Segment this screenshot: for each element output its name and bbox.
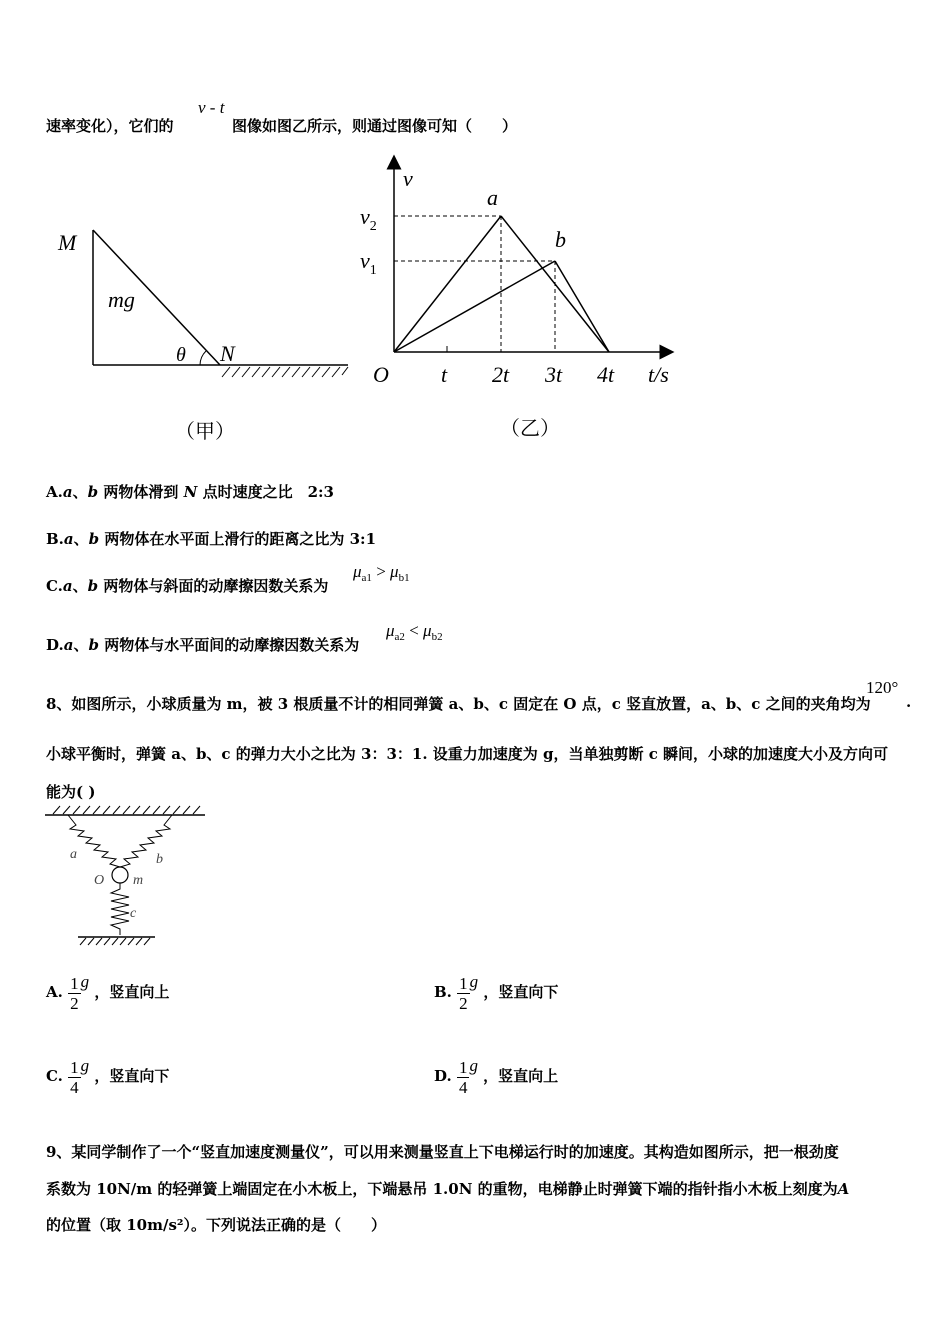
intro-text-after: 图像如图乙所示，则通过图像可知（ ） [232,117,518,135]
q7-option-b[interactable]: B.a、b 两物体在水平面上滑行的距离之比为 3:1 [46,530,377,548]
label-mg: mg [108,287,135,312]
fraction: $\frac{1}{2}$ [70,973,79,1013]
intro-formula: v - t [198,98,225,117]
mass-m-label: m [133,873,144,888]
v1-label: $v_1$ [360,248,377,278]
spring-c-label: c [130,906,137,921]
label-theta: θ [176,344,186,366]
q8-line1: 8、如图所示，小球质量为 m，被 3 根质量不计的相同弹簧 a、b、c 固定在 O 点，c 竖直放置，a、b、c 之间的夹角均为 [46,695,871,713]
tick-4t-label: 4t [597,362,615,387]
q7-option-a[interactable]: A.a、b 两物体滑到 N 点时速度之比 2:3 [46,483,334,501]
intro-line [46,115,174,136]
spring-b-label: b [156,852,163,867]
spring-a-label: a [70,847,77,862]
tick-t-label: t [441,362,448,387]
q7-option-c[interactable]: C.a、b 两物体与斜面的动摩擦因数关系为 [46,577,329,595]
q9-line1: 9、某同学制作了一个“竖直加速度测量仪”，可以用来测量竖直上下电梯运行时的加速度。其构造如图所示，把一根劲度 [46,1143,839,1161]
q8-line1-end: . [906,693,912,711]
point-O-label: O [94,873,105,888]
fraction: $\frac{1}{4}$ [70,1057,79,1097]
q8-angle: 120° [866,678,899,697]
v2-label: $v_2$ [360,204,377,234]
q9-line3: 的位置（取 10m/s²）。下列说法正确的是（ ） [46,1216,386,1234]
q8-spring-figure [40,805,215,950]
q8-option-d[interactable]: D. $\frac{1}{4}$ g ，竖直向上 [434,1056,559,1097]
q8-line2: 小球平衡时，弹簧 a、b、c 的弹力大小之比为 3：3：1. 设重力加速度为 g，当单独剪断 c 瞬间，小球的加速度大小及方向可 [46,745,889,763]
origin-label: O [373,362,389,387]
q8-option-b[interactable]: B. $\frac{1}{2}$ g ，竖直向下 [434,972,559,1013]
label-N: N [220,341,235,366]
tick-3t-label: 3t [545,362,563,387]
q7-option-d[interactable]: D.a、b 两物体与水平面间的动摩擦因数关系为 [46,636,360,654]
point-b-label: b [555,227,566,252]
intro-text-before: 速率变化），它们的 [46,117,174,135]
fraction: $\frac{1}{4}$ [458,1057,468,1097]
caption-jia: （甲） [175,421,235,443]
figure-jia [50,215,360,455]
q8-option-c[interactable]: C. $\frac{1}{4}$ g ，竖直向下 [46,1056,170,1097]
figure-yi [355,150,685,450]
q8-line3: 能为( ) [46,783,96,801]
label-M: M [58,230,77,255]
point-a-label: a [487,185,498,210]
fraction: $\frac{1}{2}$ [459,973,468,1013]
axis-x-label: t/s [648,362,669,387]
q7-option-d-formula: $\mu_{a2} < \mu_{b2}$ [386,621,443,643]
q9-line2: 系数为 10N/m 的轻弹簧上端固定在小木板上，下端悬吊 1.0N 的重物，电梯静止时弹簧下端的指针指小木板上刻度为A [46,1180,850,1198]
q8-option-a[interactable]: A. $\frac{1}{2}$ g ，竖直向上 [46,972,170,1013]
q7-option-c-formula: $\mu_{a1} > \mu_{b1}$ [353,562,410,584]
caption-yi: （乙） [500,418,560,440]
axis-y-label: v [403,166,413,191]
tick-2t-label: 2t [492,362,510,387]
